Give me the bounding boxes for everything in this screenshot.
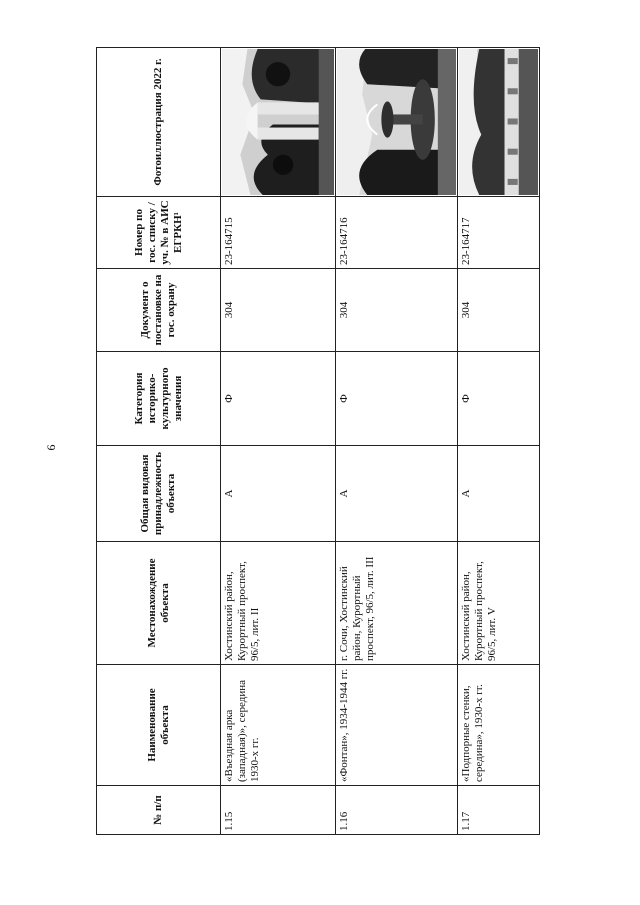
row-document: 304: [458, 269, 540, 352]
row-location: Хостинский район, Курортный проспект, 96/5, лит. II: [221, 542, 336, 665]
row-category: Ф: [221, 352, 336, 446]
table-row: [458, 48, 540, 835]
heritage-objects-table: [96, 47, 540, 835]
header-location: Местонахождение объекта: [97, 542, 221, 665]
row-name: «Фонтан», 1934-1944 гг.: [336, 665, 458, 786]
row-reg-num: 23-164717: [458, 197, 540, 269]
header-photo: Фотоиллюстрация 2022 г.: [97, 48, 221, 197]
header-category: Категория историко-культурного значения: [97, 352, 221, 446]
row-document: 304: [336, 269, 458, 352]
row-num: 1.16: [336, 786, 458, 835]
row-type: А: [458, 446, 540, 542]
arch-photo: [221, 48, 336, 197]
row-location: г. Сочи, Хостинский район, Курортный проспект, 96/5, лит. III: [336, 542, 458, 665]
row-reg-num: 23-164716: [336, 197, 458, 269]
row-name: «Въездная арка (западная)», середина 1930-х гг.: [221, 665, 336, 786]
table-row: [336, 48, 458, 835]
row-location: Хостинский район, Курортный проспект, 96/5, лит. V: [458, 542, 540, 665]
row-document: 304: [221, 269, 336, 352]
fountain-photo: [336, 48, 458, 197]
header-type: Общая видовая принадлежность объекта: [97, 446, 221, 542]
row-category: Ф: [458, 352, 540, 446]
retaining-walls-photo: [458, 48, 540, 197]
header-row: [97, 48, 221, 835]
header-reg-num: Номер по гос. списку /уч. № в АИС ЕГРКН¹: [97, 197, 221, 269]
table-row: [221, 48, 336, 835]
row-num: 1.15: [221, 786, 336, 835]
row-type: А: [336, 446, 458, 542]
row-reg-num: 23-164715: [221, 197, 336, 269]
heritage-table-frame: [96, 48, 539, 835]
row-num: 1.17: [458, 786, 540, 835]
row-category: Ф: [336, 352, 458, 446]
row-name: «Подпорные стенки, середина», 1930-х гг.: [458, 665, 540, 786]
row-type: А: [221, 446, 336, 542]
header-num: № п/п: [97, 786, 221, 835]
page-number: 9: [44, 444, 59, 451]
header-document: Документ о постановке на гос. охрану: [97, 269, 221, 352]
header-name: Наименование объекта: [97, 665, 221, 786]
